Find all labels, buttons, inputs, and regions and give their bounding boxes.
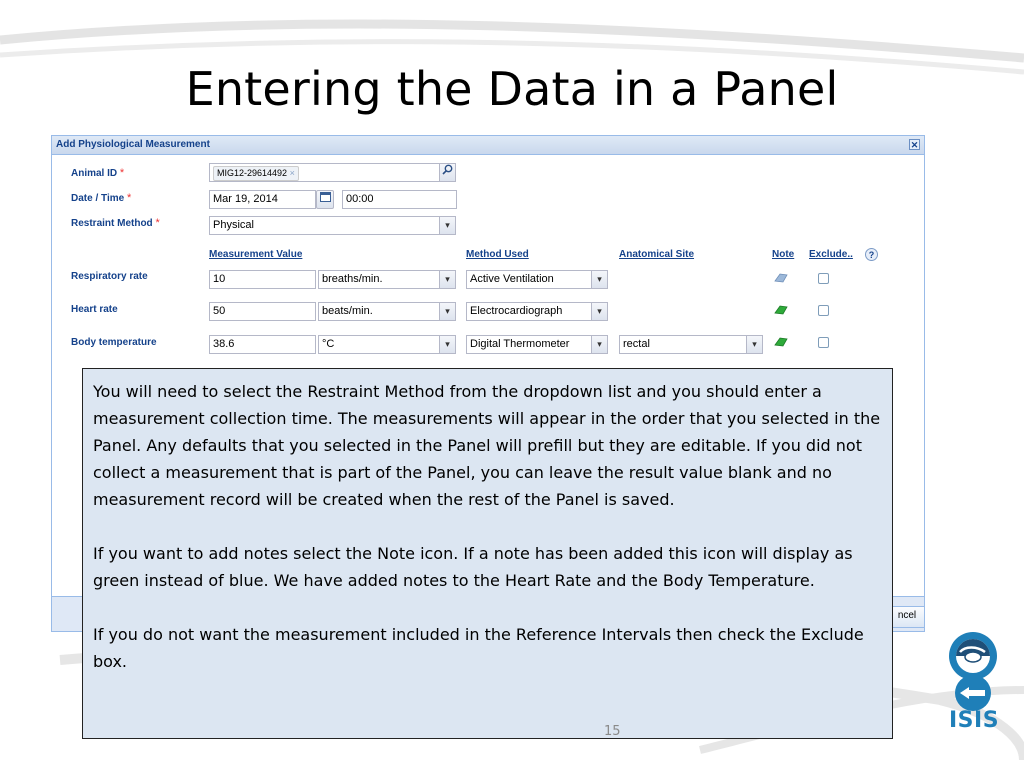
body-temp-method-select[interactable]: Digital Thermometer [466,335,592,354]
chevron-down-icon[interactable]: ▾ [440,270,456,289]
row-label-heart-rate: Heart rate [71,304,118,315]
callout-paragraph: If you want to add notes select the Note icon. If a note has been added this icon will display as green instead of blue. We have added notes to the Heart Rate and the Body Temperature. [93,544,853,590]
calendar-icon[interactable] [316,190,334,209]
logo-text: ISIS [949,708,1000,733]
cancel-button[interactable]: ncel [882,606,925,628]
chevron-down-icon[interactable]: ▾ [440,216,456,235]
exclude-checkbox[interactable] [818,273,829,284]
body-temp-site-select[interactable]: rectal [619,335,747,354]
date-time-label: Date / Time * [71,192,132,204]
page-number: 15 [604,724,621,739]
help-icon[interactable]: ? [865,248,878,261]
close-icon[interactable]: ✕ [910,140,919,150]
respiratory-value-input[interactable]: 10 [209,270,316,289]
animal-id-label: Animal ID * [71,167,125,179]
heart-rate-value-input[interactable]: 50 [209,302,316,321]
restraint-method-label: Restraint Method * [71,217,160,229]
respiratory-method-select[interactable]: Active Ventilation [466,270,592,289]
col-anatomical-site[interactable]: Anatomical Site [619,249,695,260]
col-method-used[interactable]: Method Used [466,249,529,260]
search-icon[interactable] [440,163,456,182]
col-exclude[interactable]: Exclude.. [809,249,853,260]
time-input[interactable]: 00:00 [342,190,457,209]
callout-paragraph: You will need to select the Restraint Method from the dropdown list and you should enter a measurement collection time. The measurements will appear in the order that you selected in the Panel. Any defaults that you selected in the Panel will prefill but they are editable. If you did not collect a measurement that is part of the Panel, you can leave the result value blank and no measurement record will be created when the rest of the Panel is saved. [93,382,881,509]
chevron-down-icon[interactable]: ▾ [440,335,456,354]
body-temp-unit-select[interactable]: °C [318,335,440,354]
exclude-checkbox[interactable] [818,305,829,316]
chevron-down-icon[interactable]: ▾ [592,335,608,354]
heart-rate-unit-select[interactable]: beats/min. [318,302,440,321]
date-input[interactable]: Mar 19, 2014 [209,190,316,209]
heart-rate-method-select[interactable]: Electrocardiograph [466,302,592,321]
remove-tag-icon[interactable]: × [289,168,295,178]
dialog-header [52,136,924,155]
callout-paragraph: If you do not want the measurement included in the Reference Intervals then check the Exclude box. [93,625,864,671]
col-measurement-value[interactable]: Measurement Value [209,249,303,260]
instruction-callout [82,368,893,739]
animal-id-tag: MIG12-29614492 × [213,166,299,181]
slide-title: Entering the Data in a Panel [185,62,839,116]
row-label-respiratory-rate: Respiratory rate [71,271,148,282]
chevron-down-icon[interactable]: ▾ [440,302,456,321]
body-temp-value-input[interactable]: 38.6 [209,335,316,354]
chevron-down-icon[interactable]: ▾ [592,302,608,321]
col-note[interactable]: Note [772,249,795,260]
respiratory-unit-select[interactable]: breaths/min. [318,270,440,289]
chevron-down-icon[interactable]: ▾ [747,335,763,354]
dialog-title: Add Physiological Measurement [56,139,210,150]
note-icon[interactable] [774,336,788,348]
chevron-down-icon[interactable]: ▾ [592,270,608,289]
row-label-body-temperature: Body temperature [71,337,157,348]
animal-id-field[interactable] [209,163,440,182]
restraint-method-select[interactable]: Physical [209,216,440,235]
note-icon[interactable] [774,304,788,316]
note-icon[interactable] [774,272,788,284]
exclude-checkbox[interactable] [818,337,829,348]
